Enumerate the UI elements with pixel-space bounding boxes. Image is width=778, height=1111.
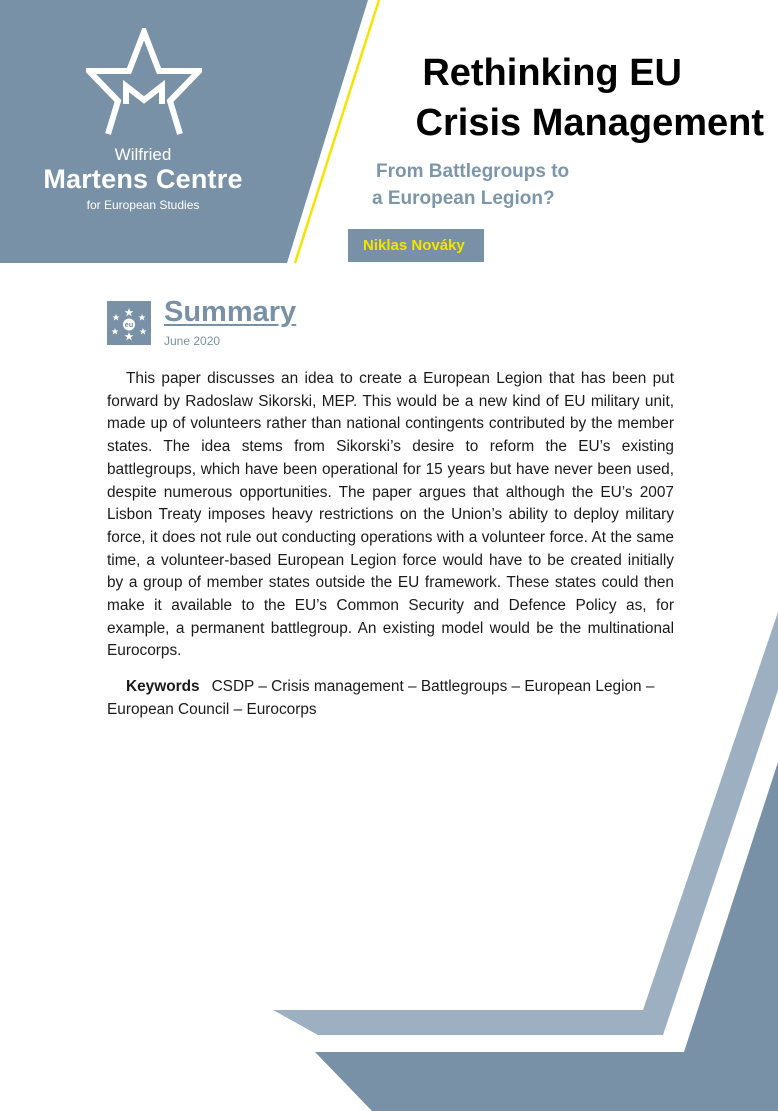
author-name: Niklas Nováky xyxy=(363,237,465,254)
title-line-2: Crisis Management xyxy=(415,102,764,144)
keywords-paragraph xyxy=(107,676,674,721)
star-logo-icon xyxy=(86,28,202,140)
logo-line-wilfried: Wilfried xyxy=(114,145,172,164)
subtitle-line-2: a European Legion? xyxy=(372,188,555,209)
keywords-text: CSDP – Crisis management – Battlegroups – European Legion – European Council – Eurocorps xyxy=(107,678,655,718)
keywords-label: Keywords xyxy=(126,678,200,695)
logo-line-martens-centre: Martens Centre xyxy=(43,164,243,194)
document-subtitle xyxy=(372,158,569,212)
summary-heading: Summary xyxy=(164,296,297,328)
author-badge xyxy=(348,229,484,262)
logo-line-european-studies: for European Studies xyxy=(86,198,200,212)
title-line-1: Rethinking EU xyxy=(422,52,682,94)
subtitle-line-1: From Battlegroups to xyxy=(376,161,570,182)
document-title xyxy=(416,48,764,148)
abstract-paragraph: This paper discusses an idea to create a European Legion that has been put forward by Radoslaw Sikorski, MEP. This would be a new kind of EU military unit, made up of volunteers rather than national contingents contributed by the member states. The idea stems from Sikorski’s desire to reform the EU’s existing battlegroups, which have been operational for 15 years but have never been used, despite numerous opportunities. The paper argues that although the EU’s 2007 Lisbon Treaty imposes heavy restrictions on the Union’s ability to deploy military force, it does not rule out conducting operations with a volunteer force. At the same time, a volunteer-based European Legion force would have to be created initially by a group of member states outside the EU framework. These states could then make it available to the EU’s Common Security and Defence Policy as, for example, a permanent battlegroup. An existing model would be the multinational Eurocorps. xyxy=(107,370,674,660)
eu-star-circle-icon xyxy=(107,301,151,345)
summary-date: June 2020 xyxy=(164,334,221,348)
footer-blue-stripe xyxy=(315,762,778,1111)
summary-icon-label: eu xyxy=(124,320,134,329)
